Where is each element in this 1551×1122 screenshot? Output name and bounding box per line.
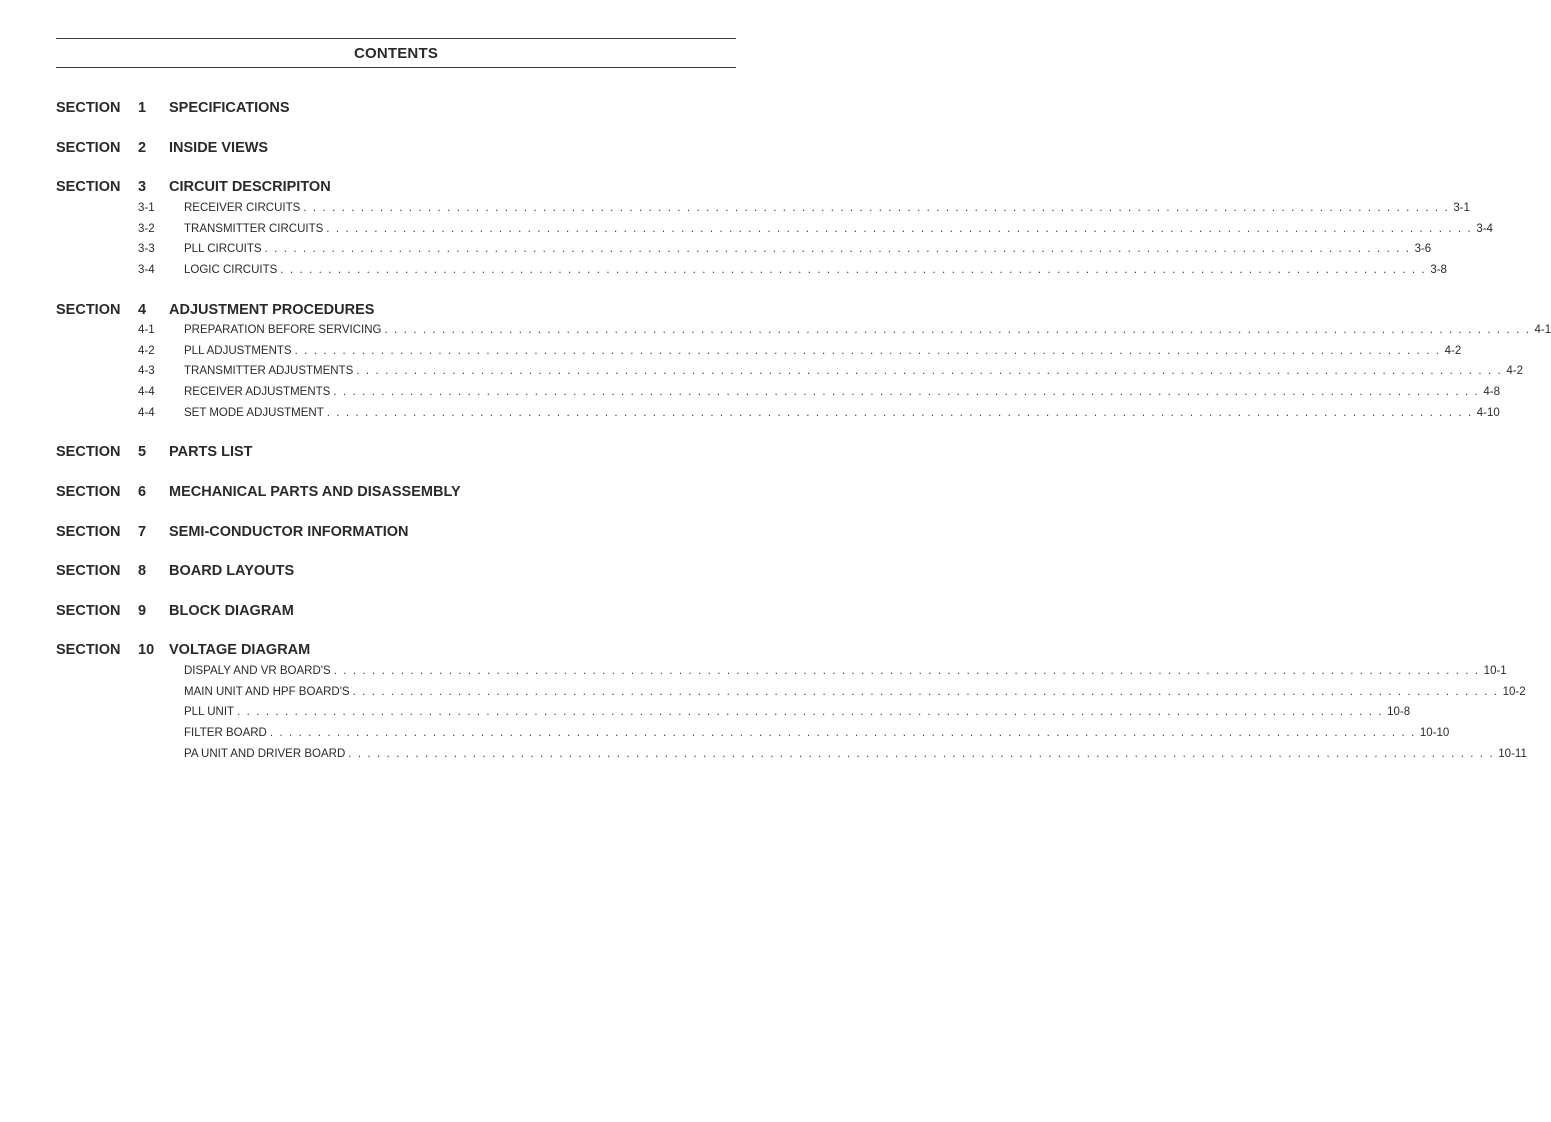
section-title: MECHANICAL PARTS AND DISASSEMBLY xyxy=(169,484,461,500)
section-number: 9 xyxy=(138,603,147,619)
toc-entry[interactable] xyxy=(138,222,1493,239)
entry-number: 4-1 xyxy=(138,324,155,336)
section-title: SPECIFICATIONS xyxy=(169,100,290,116)
section-title: BLOCK DIAGRAM xyxy=(169,603,294,619)
entry-page-number: 10-10 xyxy=(1419,727,1450,740)
section-title: CIRCUIT DESCRIPITON xyxy=(169,179,331,195)
dot-leader: . . . . . . . . . . . . . . . . . . . . . . . . . . . . . . . . . . . . . . . . . . . . . . . . . . . . . . . . . . . . . . . . . . . . . . . . . . . . . . . . . . . . . . . . . . . . . . . . . . . . . . . . . . . . . . . . . . . . . . . . xyxy=(237,706,1384,719)
toc-entry[interactable] xyxy=(138,406,1500,423)
toc-entry[interactable] xyxy=(138,665,1507,681)
section-number: 8 xyxy=(138,563,147,579)
entry-page-number: 4-1 xyxy=(1534,324,1551,336)
entry-title: SET MODE ADJUSTMENT xyxy=(184,406,324,419)
dot-leader: . . . . . . . . . . . . . . . . . . . . . . . . . . . . . . . . . . . . . . . . . . . . . . . . . . . . . . . . . . . . . . . . . . . . . . . . . . . . . . . . . . . . . . . . . . . . . . . . . . . . . . . . . . . . . . . . . . . . . . . . xyxy=(264,243,1411,256)
entry-title: PLL ADJUSTMENTS xyxy=(184,344,292,357)
toc-entry[interactable] xyxy=(138,727,1450,743)
section-number: 1 xyxy=(138,100,147,116)
page-title: CONTENTS xyxy=(353,45,439,62)
entry-page-number: 4-10 xyxy=(1476,406,1500,419)
entry-title: PA UNIT AND DRIVER BOARD xyxy=(184,747,346,760)
section-label: SECTION xyxy=(56,603,121,619)
section-label: SECTION xyxy=(56,563,121,579)
section-number: 4 xyxy=(138,302,147,318)
entry-page-number: 4-8 xyxy=(1483,386,1500,399)
entry-number: 3-4 xyxy=(138,264,155,277)
section-label: SECTION xyxy=(56,444,121,460)
section-title: BOARD LAYOUTS xyxy=(169,563,295,579)
toc-entry[interactable] xyxy=(138,706,1411,722)
dot-leader: . . . . . . . . . . . . . . . . . . . . . . . . . . . . . . . . . . . . . . . . . . . . . . . . . . . . . . . . . . . . . . . . . . . . . . . . . . . . . . . . . . . . . . . . . . . . . . . . . . . . . . . . . . . . . . . . . . . . . . . . xyxy=(326,406,1473,419)
toc-entry[interactable] xyxy=(138,365,1523,381)
entry-title: PREPARATION BEFORE SERVICING xyxy=(184,324,382,336)
toc-entry[interactable] xyxy=(138,264,1447,280)
entry-number: 4-4 xyxy=(138,406,155,419)
entry-page-number: 10-8 xyxy=(1387,706,1411,719)
entry-number: 3-2 xyxy=(138,222,155,235)
entry-title: PLL UNIT xyxy=(184,706,235,719)
entry-title: MAIN UNIT AND HPF BOARD'S xyxy=(184,685,350,698)
dot-leader: . . . . . . . . . . . . . . . . . . . . . . . . . . . . . . . . . . . . . . . . . . . . . . . . . . . . . . . . . . . . . . . . . . . . . . . . . . . . . . . . . . . . . . . . . . . . . . . . . . . . . . . . . . . . . . . . . . . . . . . . xyxy=(326,222,1473,235)
section-label: SECTION xyxy=(56,302,121,318)
dot-leader: . . . . . . . . . . . . . . . . . . . . . . . . . . . . . . . . . . . . . . . . . . . . . . . . . . . . . . . . . . . . . . . . . . . . . . . . . . . . . . . . . . . . . . . . . . . . . . . . . . . . . . . . . . . . . . . . . . . . . . . . xyxy=(294,344,1441,357)
dot-leader: . . . . . . . . . . . . . . . . . . . . . . . . . . . . . . . . . . . . . . . . . . . . . . . . . . . . . . . . . . . . . . . . . . . . . . . . . . . . . . . . . . . . . . . . . . . . . . . . . . . . . . . . . . . . . . . . . . . . . . . . xyxy=(269,727,1416,740)
entry-page-number: 10-11 xyxy=(1498,747,1527,760)
section-number: 2 xyxy=(138,140,147,156)
title-rule xyxy=(56,67,736,68)
section-title: VOLTAGE DIAGRAM xyxy=(169,642,311,658)
entry-title: FILTER BOARD xyxy=(184,727,267,740)
entry-page-number: 4-2 xyxy=(1444,344,1462,357)
section-number: 5 xyxy=(138,444,147,460)
dot-leader: . . . . . . . . . . . . . . . . . . . . . . . . . . . . . . . . . . . . . . . . . . . . . . . . . . . . . . . . . . . . . . . . . . . . . . . . . . . . . . . . . . . . . . . . . . . . . . . . . . . . . . . . . . . . . . . . . . . . . . . . xyxy=(348,747,1495,760)
toc-entry[interactable] xyxy=(138,685,1526,702)
entry-number: 4-3 xyxy=(138,365,155,378)
entry-page-number: 4-2 xyxy=(1506,365,1523,378)
section-number: 10 xyxy=(138,642,155,658)
section-label: SECTION xyxy=(56,140,121,156)
top-rule xyxy=(56,38,736,39)
section-label: SECTION xyxy=(56,100,121,116)
entry-title: LOGIC CIRCUITS xyxy=(184,264,278,277)
entry-number: 3-3 xyxy=(138,243,155,256)
entry-number: 4-2 xyxy=(138,344,155,357)
dot-leader: . . . . . . . . . . . . . . . . . . . . . . . . . . . . . . . . . . . . . . . . . . . . . . . . . . . . . . . . . . . . . . . . . . . . . . . . . . . . . . . . . . . . . . . . . . . . . . . . . . . . . . . . . . . . . . . . . . . . . . . . xyxy=(333,386,1480,399)
section-number: 6 xyxy=(138,484,147,500)
entry-page-number: 3-4 xyxy=(1476,222,1493,235)
toc-entry[interactable] xyxy=(138,243,1432,259)
dot-leader: . . . . . . . . . . . . . . . . . . . . . . . . . . . . . . . . . . . . . . . . . . . . . . . . . . . . . . . . . . . . . . . . . . . . . . . . . . . . . . . . . . . . . . . . . . . . . . . . . . . . . . . . . . . . . . . . . . . . . . . . xyxy=(356,365,1503,378)
entry-title: RECEIVER CIRCUITS xyxy=(184,202,301,214)
section-number: 7 xyxy=(138,524,147,540)
section-title: SEMI-CONDUCTOR INFORMATION xyxy=(169,524,409,540)
toc-entry[interactable] xyxy=(138,202,1470,218)
section-label: SECTION xyxy=(56,524,121,540)
entry-title: DISPALY AND VR BOARD'S xyxy=(184,665,331,677)
toc-entry[interactable] xyxy=(138,344,1462,361)
entry-page-number: 10-2 xyxy=(1502,685,1526,698)
entry-number: 3-1 xyxy=(138,202,155,214)
dot-leader: . . . . . . . . . . . . . . . . . . . . . . . . . . . . . . . . . . . . . . . . . . . . . . . . . . . . . . . . . . . . . . . . . . . . . . . . . . . . . . . . . . . . . . . . . . . . . . . . . . . . . . . . . . . . . . . . . . . . . . . . xyxy=(384,324,1531,336)
entry-title: TRANSMITTER ADJUSTMENTS xyxy=(184,365,354,378)
section-title: ADJUSTMENT PROCEDURES xyxy=(169,302,375,318)
section-number: 3 xyxy=(138,179,147,195)
section-title: PARTS LIST xyxy=(169,444,253,460)
dot-leader: . . . . . . . . . . . . . . . . . . . . . . . . . . . . . . . . . . . . . . . . . . . . . . . . . . . . . . . . . . . . . . . . . . . . . . . . . . . . . . . . . . . . . . . . . . . . . . . . . . . . . . . . . . . . . . . . . . . . . . . . xyxy=(352,685,1499,698)
entry-page-number: 3-8 xyxy=(1430,264,1447,277)
entry-page-number: 3-6 xyxy=(1414,243,1432,256)
dot-leader: . . . . . . . . . . . . . . . . . . . . . . . . . . . . . . . . . . . . . . . . . . . . . . . . . . . . . . . . . . . . . . . . . . . . . . . . . . . . . . . . . . . . . . . . . . . . . . . . . . . . . . . . . . . . . . . . . . . . . . . . xyxy=(280,264,1427,277)
section-title: INSIDE VIEWS xyxy=(169,140,269,156)
entry-title: PLL CIRCUITS xyxy=(184,243,262,256)
dot-leader: . . . . . . . . . . . . . . . . . . . . . . . . . . . . . . . . . . . . . . . . . . . . . . . . . . . . . . . . . . . . . . . . . . . . . . . . . . . . . . . . . . . . . . . . . . . . . . . . . . . . . . . . . . . . . . . . . . . . . . . . xyxy=(303,202,1450,214)
dot-leader: . . . . . . . . . . . . . . . . . . . . . . . . . . . . . . . . . . . . . . . . . . . . . . . . . . . . . . . . . . . . . . . . . . . . . . . . . . . . . . . . . . . . . . . . . . . . . . . . . . . . . . . . . . . . . . . . . . . . . . . . xyxy=(333,665,1480,677)
toc-entry[interactable] xyxy=(138,386,1500,402)
toc-entry[interactable] xyxy=(138,324,1551,340)
entry-title: TRANSMITTER CIRCUITS xyxy=(184,222,324,235)
entry-page-number: 3-1 xyxy=(1453,202,1470,214)
section-label: SECTION xyxy=(56,179,121,195)
entry-page-number: 10-1 xyxy=(1483,665,1507,677)
entry-title: RECEIVER ADJUSTMENTS xyxy=(184,386,331,399)
toc-entry[interactable] xyxy=(138,747,1527,764)
entry-number: 4-4 xyxy=(138,386,155,399)
section-label: SECTION xyxy=(56,642,121,658)
section-label: SECTION xyxy=(56,484,121,500)
